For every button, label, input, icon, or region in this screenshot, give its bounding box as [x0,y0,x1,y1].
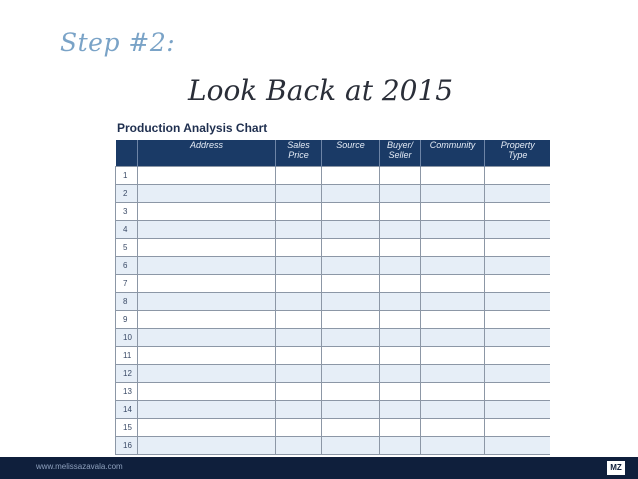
table-cell[interactable] [322,347,380,365]
table-cell[interactable] [485,239,551,257]
table-header-row [116,140,551,167]
table-cell[interactable] [138,293,276,311]
footer-bar [0,457,638,479]
table-cell[interactable] [421,239,485,257]
table-cell[interactable] [276,185,322,203]
table-cell[interactable] [421,365,485,383]
table-cell[interactable] [322,257,380,275]
table-row [116,239,551,257]
table-cell[interactable] [276,275,322,293]
table-cell[interactable] [380,293,421,311]
table-cell[interactable] [138,347,276,365]
table-cell[interactable] [421,311,485,329]
table-cell[interactable] [138,383,276,401]
row-number: 15 [116,419,138,437]
table-cell[interactable] [276,365,322,383]
mz-logo: MZ [607,461,625,475]
table-cell[interactable] [276,257,322,275]
table-cell[interactable] [138,329,276,347]
table-cell[interactable] [485,329,551,347]
table-cell[interactable] [380,347,421,365]
table-cell[interactable] [380,419,421,437]
table-cell[interactable] [421,347,485,365]
row-number: 12 [116,365,138,383]
table-cell[interactable] [322,437,380,455]
table-cell[interactable] [380,401,421,419]
table-cell[interactable] [421,419,485,437]
table-cell[interactable] [138,167,276,185]
table-cell[interactable] [485,167,551,185]
table-cell[interactable] [421,383,485,401]
table-cell[interactable] [421,329,485,347]
table-cell[interactable] [485,347,551,365]
table-cell[interactable] [421,437,485,455]
table-body [116,167,551,455]
footer-url: www.melissazavala.com [36,462,123,471]
table-cell[interactable] [138,275,276,293]
table-cell[interactable] [276,401,322,419]
column-header: Community [421,140,485,167]
table-cell[interactable] [380,167,421,185]
table-cell[interactable] [485,185,551,203]
table-cell[interactable] [322,383,380,401]
table-cell[interactable] [276,221,322,239]
table-cell[interactable] [421,257,485,275]
table-cell[interactable] [380,239,421,257]
table-cell[interactable] [380,221,421,239]
table-cell[interactable] [276,437,322,455]
column-header: Sales Price [276,140,322,167]
table-cell[interactable] [485,203,551,221]
table-cell[interactable] [276,347,322,365]
table-cell[interactable] [380,203,421,221]
table-cell[interactable] [322,221,380,239]
table-cell[interactable] [138,203,276,221]
row-number: 9 [116,311,138,329]
table-cell[interactable] [485,275,551,293]
column-header: Property Type [485,140,551,167]
table-row [116,167,551,185]
table-cell[interactable] [276,203,322,221]
table-row [116,203,551,221]
table-cell[interactable] [276,293,322,311]
production-analysis-table [115,140,550,455]
chart-title: Production Analysis Chart [117,121,268,135]
table-cell[interactable] [421,401,485,419]
table-row [116,437,551,455]
row-number: 8 [116,293,138,311]
table-cell[interactable] [421,185,485,203]
row-number: 14 [116,401,138,419]
table-cell[interactable] [380,311,421,329]
table-cell[interactable] [421,221,485,239]
table-cell[interactable] [276,383,322,401]
row-number: 10 [116,329,138,347]
table-cell[interactable] [138,221,276,239]
table-row [116,275,551,293]
column-header [116,140,138,167]
table-cell[interactable] [485,401,551,419]
table-cell[interactable] [322,203,380,221]
table-cell[interactable] [380,437,421,455]
table-cell[interactable] [485,257,551,275]
table-cell[interactable] [138,401,276,419]
table-cell[interactable] [380,185,421,203]
table-cell[interactable] [322,311,380,329]
table-cell[interactable] [421,203,485,221]
step-title: Step #2: [60,28,176,57]
table-cell[interactable] [421,293,485,311]
table-cell[interactable] [322,185,380,203]
table-cell[interactable] [380,257,421,275]
table-cell[interactable] [322,293,380,311]
table-row [116,257,551,275]
table-cell[interactable] [322,275,380,293]
table-cell[interactable] [485,293,551,311]
table-row [116,293,551,311]
table [115,140,550,455]
table-cell[interactable] [322,239,380,257]
table-cell[interactable] [138,239,276,257]
row-number: 2 [116,185,138,203]
table-cell[interactable] [380,383,421,401]
row-number: 1 [116,167,138,185]
column-header: Source [322,140,380,167]
table-cell[interactable] [276,239,322,257]
row-number: 5 [116,239,138,257]
table-cell[interactable] [322,167,380,185]
table-cell[interactable] [421,275,485,293]
table-cell[interactable] [276,329,322,347]
table-cell[interactable] [138,365,276,383]
row-number: 16 [116,437,138,455]
table-row [116,221,551,239]
table-row [116,383,551,401]
table-cell[interactable] [380,329,421,347]
table-cell[interactable] [380,275,421,293]
table-row [116,401,551,419]
table-cell[interactable] [485,365,551,383]
table-cell[interactable] [138,419,276,437]
table-cell[interactable] [485,437,551,455]
row-number: 7 [116,275,138,293]
table-cell[interactable] [138,257,276,275]
table-cell[interactable] [322,329,380,347]
table-row [116,365,551,383]
table-cell[interactable] [485,419,551,437]
table-cell[interactable] [421,167,485,185]
table-cell[interactable] [276,167,322,185]
row-number: 3 [116,203,138,221]
column-header: Address [138,140,276,167]
table-cell[interactable] [138,311,276,329]
row-number: 6 [116,257,138,275]
table-cell[interactable] [276,419,322,437]
slide-title: Look Back at 2015 [188,74,454,107]
table-row [116,419,551,437]
table-cell[interactable] [322,419,380,437]
table-row [116,329,551,347]
table-row [116,311,551,329]
table-row [116,347,551,365]
row-number: 4 [116,221,138,239]
row-number: 13 [116,383,138,401]
table-cell[interactable] [322,365,380,383]
table-cell[interactable] [485,221,551,239]
table-row [116,185,551,203]
table-cell[interactable] [485,383,551,401]
table-cell[interactable] [380,365,421,383]
table-cell[interactable] [276,311,322,329]
table-cell[interactable] [138,437,276,455]
row-number: 11 [116,347,138,365]
table-cell[interactable] [485,311,551,329]
column-header: Buyer/ Seller [380,140,421,167]
table-cell[interactable] [322,401,380,419]
table-cell[interactable] [138,185,276,203]
